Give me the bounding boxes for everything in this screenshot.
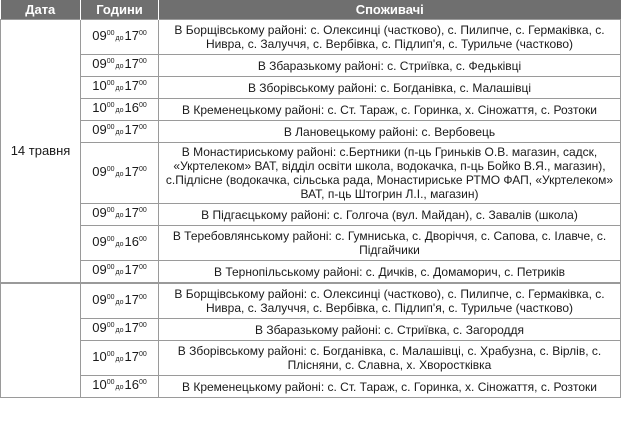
- until-word: до: [115, 63, 124, 70]
- to-hour: 17: [124, 163, 139, 179]
- to-hour: 17: [124, 262, 139, 277]
- from-hour: 09: [92, 205, 107, 220]
- hours-cell: [81, 226, 159, 261]
- until-word: до: [115, 107, 124, 114]
- from-hour: 10: [92, 100, 107, 115]
- from-hour: 09: [92, 56, 107, 71]
- from-hour: 09: [92, 320, 107, 335]
- to-hour: 16: [124, 233, 139, 249]
- from-minutes: 00: [106, 293, 115, 301]
- hours-cell: [81, 341, 159, 376]
- table-row: [1, 341, 621, 376]
- table-row: [1, 226, 621, 261]
- to-minutes: 00: [138, 379, 147, 386]
- to-hour: 17: [124, 78, 139, 93]
- to-minutes: 00: [138, 124, 147, 131]
- consumers-cell: В Зборівському районі: с. Богданівка, с. Малашівці: [159, 77, 621, 99]
- until-word: до: [115, 212, 124, 219]
- from-minutes: 00: [106, 165, 115, 173]
- to-minutes: 00: [138, 165, 147, 173]
- until-word: до: [115, 298, 124, 306]
- consumers-cell: В Лановецькому районі: с. Вербовець: [159, 121, 621, 143]
- from-minutes: 00: [106, 102, 115, 109]
- table-row: [1, 20, 621, 55]
- hours-cell: [81, 55, 159, 77]
- hours-cell: [81, 77, 159, 99]
- until-word: до: [115, 170, 124, 178]
- table-row: [1, 99, 621, 121]
- hours-cell: [81, 143, 159, 204]
- table-header: [1, 0, 621, 20]
- consumers-cell: В Збаразькому районі: с. Стриївка, с. Федьківці: [159, 55, 621, 77]
- consumers-cell: В Тернопільському районі: с. Дичків, с. Домаморич, с. Петриків: [159, 261, 621, 284]
- consumers-cell: В Теребовлянському районі: с. Гумниська, с. Дворіччя, с. Сапова, с. Ілавче, с. Підгайчики: [159, 226, 621, 261]
- from-minutes: 00: [106, 379, 115, 386]
- from-hour: 09: [92, 262, 107, 277]
- to-minutes: 00: [138, 102, 147, 109]
- from-minutes: 00: [106, 235, 115, 243]
- until-word: до: [115, 129, 124, 136]
- table-row: [1, 376, 621, 398]
- hours-cell: [81, 20, 159, 55]
- consumers-cell: В Кременецькому районі: с. Ст. Тараж, с. Горинка, х. Сіножаття, с. Розтоки: [159, 376, 621, 398]
- to-hour: 16: [124, 100, 139, 115]
- to-hour: 17: [124, 320, 139, 335]
- consumers-cell: В Збаразькому районі: с. Стриївка, с. Загороддя: [159, 319, 621, 341]
- from-hour: 10: [92, 348, 107, 364]
- hours-cell: [81, 121, 159, 143]
- from-minutes: 00: [106, 80, 115, 87]
- table-row: [1, 77, 621, 99]
- until-word: до: [115, 355, 124, 363]
- to-minutes: 00: [138, 293, 147, 301]
- to-hour: 17: [124, 122, 139, 137]
- consumers-cell: В Монастириському районі: с.Бертники (п-ць Гриньків О.В. магазин, садск, «Укртелеком» ВАТ, відділ освіти школа, водокачка, п-ць Бойко В.Я., магазин), с.Підлісне (водокачка, сільська рада, Монастириське РТМО ФАП, «Укртелеком» ВАТ, п-ць Штогрин Л.І., магазин): [159, 143, 621, 204]
- to-minutes: 00: [138, 58, 147, 65]
- from-minutes: 00: [106, 124, 115, 131]
- from-minutes: 00: [106, 29, 115, 37]
- until-word: до: [115, 269, 124, 276]
- from-minutes: 00: [106, 264, 115, 271]
- to-minutes: 00: [138, 322, 147, 329]
- until-word: до: [115, 34, 124, 42]
- from-minutes: 00: [106, 58, 115, 65]
- to-hour: 16: [124, 377, 139, 392]
- to-minutes: 00: [138, 350, 147, 358]
- consumers-cell: В Борщівському районі: с. Олексинці (частково), с. Пилипче, с. Гермаківка, с. Нивра, с. Залуччя, с. Вербівка, с. Підлип'я, с. Турильче (частково): [159, 20, 621, 55]
- to-hour: 17: [124, 56, 139, 71]
- table-row: [1, 283, 621, 319]
- table-body: [1, 20, 621, 398]
- consumers-cell: В Підгаєцькому районі: с. Голгоча (вул. Майдан), с. Завалів (школа): [159, 204, 621, 226]
- table-row: [1, 55, 621, 77]
- table-row: [1, 261, 621, 284]
- hours-cell: [81, 99, 159, 121]
- table-row: [1, 204, 621, 226]
- to-hour: 17: [124, 291, 139, 307]
- table-row: [1, 319, 621, 341]
- to-minutes: 00: [138, 235, 147, 243]
- from-hour: 10: [92, 78, 107, 93]
- until-word: до: [115, 85, 124, 92]
- to-minutes: 00: [138, 80, 147, 87]
- table-row: [1, 121, 621, 143]
- from-hour: 09: [92, 163, 107, 179]
- date-cell: [1, 283, 81, 398]
- until-word: до: [115, 240, 124, 248]
- to-hour: 17: [124, 348, 139, 364]
- to-hour: 17: [124, 27, 139, 43]
- table-row: [1, 143, 621, 204]
- hours-cell: [81, 261, 159, 284]
- to-minutes: 00: [138, 29, 147, 37]
- hours-cell: [81, 319, 159, 341]
- date-cell: 14 травня: [1, 20, 81, 284]
- header-consumers: Споживачі: [159, 0, 621, 20]
- from-hour: 09: [92, 27, 107, 43]
- from-minutes: 00: [106, 350, 115, 358]
- from-hour: 10: [92, 377, 107, 392]
- hours-cell: [81, 283, 159, 319]
- to-minutes: 00: [138, 264, 147, 271]
- header-date: Дата: [1, 0, 81, 20]
- from-hour: 09: [92, 122, 107, 137]
- consumers-cell: В Кременецькому районі: с. Ст. Тараж, с. Горинка, х. Сіножаття, с. Розтоки: [159, 99, 621, 121]
- hours-cell: [81, 376, 159, 398]
- from-hour: 09: [92, 233, 107, 249]
- hours-cell: [81, 204, 159, 226]
- until-word: до: [115, 384, 124, 391]
- from-hour: 09: [92, 291, 107, 307]
- consumers-cell: В Зборівському районі: с. Богданівка, с. Малашівці, с. Храбузна, с. Вірлів, с. Плісняни, с. Славна, х. Хворостківка: [159, 341, 621, 376]
- header-hours: Години: [81, 0, 159, 20]
- until-word: до: [115, 327, 124, 334]
- from-minutes: 00: [106, 207, 115, 214]
- from-minutes: 00: [106, 322, 115, 329]
- to-minutes: 00: [138, 207, 147, 214]
- to-hour: 17: [124, 205, 139, 220]
- consumers-cell: В Борщівському районі: с. Олексинці (частково), с. Пилипче, с. Гермаківка, с. Нивра, с. Залуччя, с. Вербівка, с. Підлип'я, с. Турильче (частково): [159, 283, 621, 319]
